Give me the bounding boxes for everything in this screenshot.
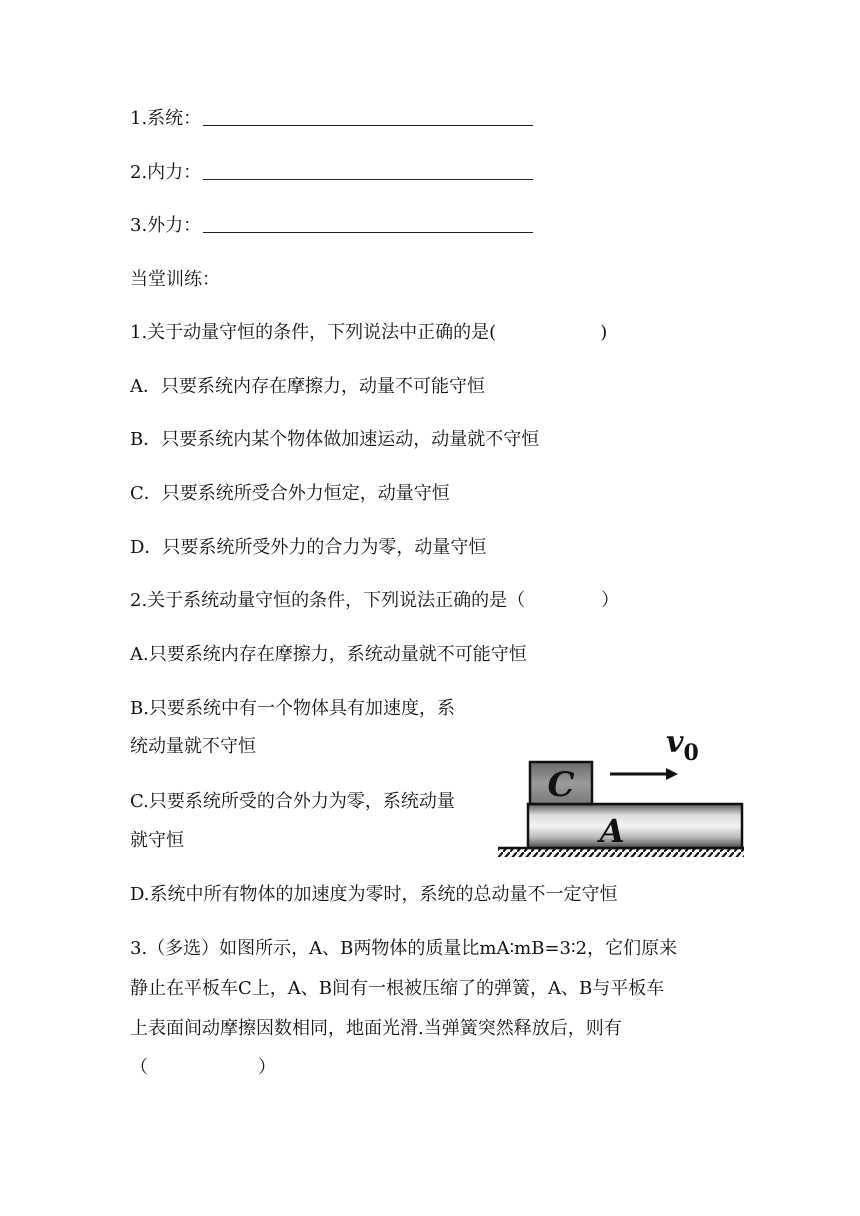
question-3-line-3: 上表面间动摩擦因数相同，地面光滑.当弹簧突然释放后，则有 xyxy=(130,1018,622,1039)
question-1-option-d: D．只要系统所受外力的合力为零，动量守恒 xyxy=(130,537,487,558)
velocity-subscript: 0 xyxy=(683,740,699,766)
definition-internal-force xyxy=(130,160,533,186)
blocks-velocity-figure xyxy=(496,724,746,860)
question-stem-text: 1.关于动量守恒的条件，下列说法中正确的是( xyxy=(130,322,497,343)
close-paren: ） xyxy=(258,1057,276,1078)
question-3-line-2: 静止在平板车C上，A、B间有一根被压缩了的弹簧，A、B与平板车 xyxy=(130,978,665,999)
definition-label: 1.系统： xyxy=(130,108,202,129)
answer-blank[interactable] xyxy=(203,214,533,233)
definition-label: 2.内力： xyxy=(130,162,202,183)
question-2-option-c-line-2: 就守恒 xyxy=(130,830,184,851)
close-paren: ) xyxy=(600,322,608,343)
question-1-option-a: A．只要系统内存在摩擦力，动量不可能守恒 xyxy=(130,376,485,397)
definition-label: 3.外力： xyxy=(130,215,202,236)
definition-external-force xyxy=(130,213,533,239)
question-3-answer-parens xyxy=(130,1055,276,1081)
open-paren: （ xyxy=(130,1057,148,1078)
question-3-line-1: 3.（多选）如图所示，A、B两物体的质量比mA∶mB=3∶2，它们原来 xyxy=(130,938,678,959)
question-2-option-a: A.只要系统内存在摩擦力，系统动量就不可能守恒 xyxy=(130,644,527,665)
question-2-option-d: D.系统中所有物体的加速度为零时，系统的总动量不一定守恒 xyxy=(130,884,618,905)
question-1-stem xyxy=(130,320,607,346)
definition-system xyxy=(130,106,533,132)
section-title: 当堂训练： xyxy=(130,269,220,290)
block-a-label: A xyxy=(599,812,625,850)
velocity-arrowhead-icon xyxy=(666,768,678,780)
question-2-option-b-line-2: 统动量就不守恒 xyxy=(130,736,256,757)
answer-blank[interactable] xyxy=(203,161,533,180)
block-a xyxy=(528,804,742,848)
block-c-label: C xyxy=(547,765,575,805)
question-stem-text: 2.关于系统动量守恒的条件，下列说法正确的是（ xyxy=(130,590,526,611)
velocity-symbol: v xyxy=(666,725,684,760)
question-1-option-b: B．只要系统内某个物体做加速运动，动量就不守恒 xyxy=(130,429,540,450)
question-2-option-b-line-1: B.只要系统中有一个物体具有加速度，系 xyxy=(130,698,455,719)
question-2-option-c-line-1: C.只要系统所受的合外力为零，系统动量 xyxy=(130,791,455,812)
velocity-label xyxy=(666,725,699,766)
question-1-option-c: C．只要系统所受合外力恒定，动量守恒 xyxy=(130,483,450,504)
question-2-stem xyxy=(130,588,619,614)
answer-blank[interactable] xyxy=(203,107,533,126)
close-paren: ） xyxy=(601,590,620,611)
